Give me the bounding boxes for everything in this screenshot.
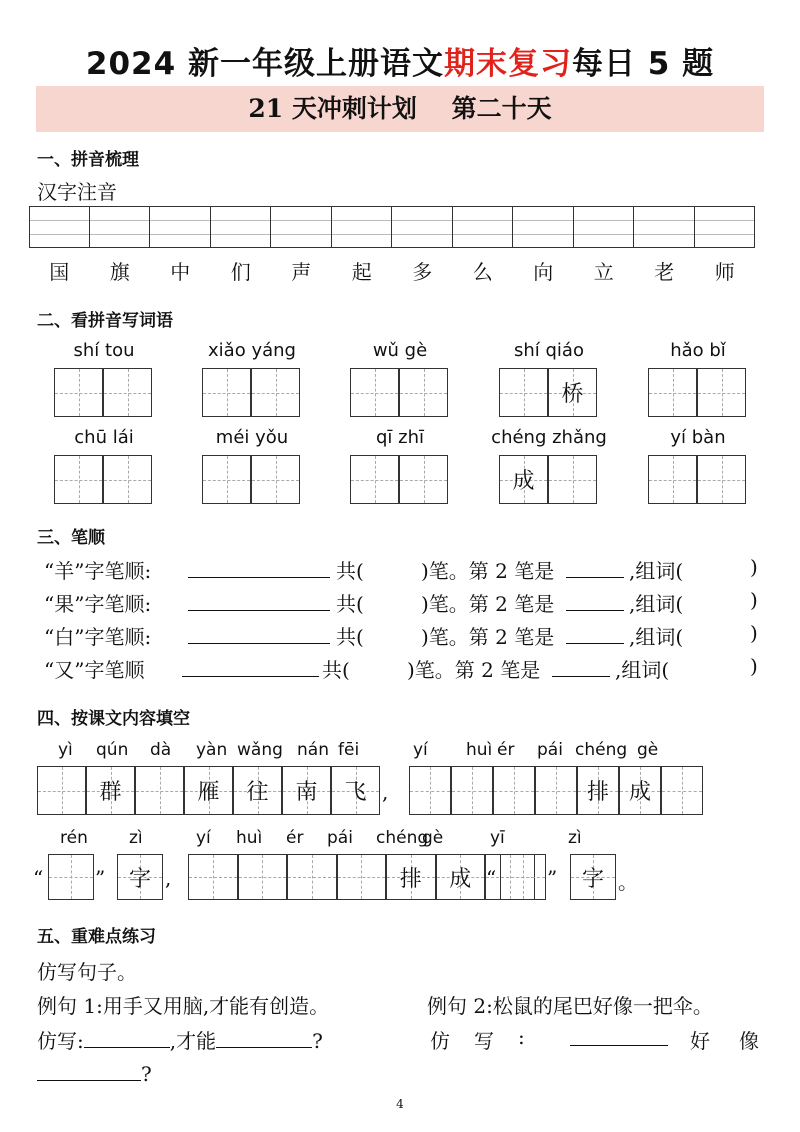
grid-cell[interactable] (135, 766, 184, 815)
line1-pinyin-3: dà (150, 740, 172, 760)
grid-cell[interactable] (251, 368, 300, 417)
grid-cell[interactable] (238, 854, 288, 900)
line2-pinyin-8: gè (422, 828, 444, 848)
stroke-text-c: )笔。第 2 笔是 (421, 625, 555, 649)
line1-pinyin-4: yàn (196, 740, 228, 760)
stroke-text-b: 共( (322, 658, 350, 682)
grid-cell[interactable] (619, 766, 661, 815)
pinyin-line (695, 220, 755, 221)
stroke-text-a: “羊”字笔顺: (44, 559, 152, 583)
line2-pinyin-2: zì (129, 828, 143, 848)
word-pinyin-10: yí bàn (670, 427, 726, 448)
grid-cell[interactable] (337, 854, 387, 900)
pinyin-box[interactable] (695, 206, 756, 248)
line2-grid-group[interactable] (188, 854, 488, 900)
cell-character (549, 456, 596, 503)
section-3-heading: 三、笔顺 (37, 528, 105, 548)
word-grid-5[interactable] (648, 368, 746, 417)
line1-pinyin-13: gè (637, 740, 659, 760)
character-6: 起 (351, 260, 372, 284)
stroke-text-b: 共( (336, 559, 364, 583)
imitation-line-3 (37, 1060, 152, 1086)
grid-cell[interactable] (331, 766, 380, 815)
cell-character (104, 369, 151, 416)
page-number: 4 (396, 1097, 404, 1111)
cell-character (400, 369, 447, 416)
imitation-label-2b: 写 (474, 1029, 494, 1053)
word-pinyin-6: chū lái (74, 427, 134, 448)
stroke-text-b: 共( (336, 625, 364, 649)
page-title: 2024 新一年级上册语文期末复习每日 5 题 (85, 46, 715, 82)
grid-cell[interactable] (103, 368, 152, 417)
word-grid-2[interactable] (202, 368, 300, 417)
grid-cell[interactable] (535, 766, 577, 815)
blank-3[interactable] (570, 1025, 668, 1046)
grid-cell[interactable] (202, 455, 251, 504)
stroke-row-2 (0, 588, 800, 616)
grid-cell[interactable] (251, 455, 300, 504)
line1-pinyin-2: qún (96, 740, 129, 760)
cell-character (288, 855, 336, 899)
blank-4[interactable] (37, 1060, 141, 1081)
stroke-order-blank[interactable] (188, 590, 330, 611)
word-grid-3[interactable] (350, 368, 448, 417)
grid-cell[interactable] (37, 766, 86, 815)
cell-character (239, 855, 287, 899)
cell-character: 飞 (344, 780, 367, 805)
grid-cell[interactable] (436, 854, 486, 900)
cell-character (189, 855, 237, 899)
blank-cell-2[interactable] (500, 854, 546, 900)
cell-character (49, 855, 93, 899)
pinyin-box[interactable] (634, 206, 695, 248)
grid-cell[interactable] (697, 455, 746, 504)
word-grid-6[interactable] (54, 455, 152, 504)
line2-pinyin-10: zì (568, 828, 582, 848)
cell-character (55, 369, 102, 416)
stroke-text-d: ,组词( (629, 625, 684, 649)
pinyin-line (150, 234, 210, 235)
grid-cell[interactable] (86, 766, 135, 815)
word-pinyin-7: méi yǒu (215, 427, 289, 448)
stroke-text-b: 共( (336, 592, 364, 616)
word-pinyin-2: xiǎo yáng (208, 340, 296, 361)
hao-text: 好 (690, 1029, 710, 1053)
cell-character (38, 767, 85, 814)
cell-character (649, 456, 696, 503)
grid-cell[interactable] (350, 455, 399, 504)
xiang-text: 像 (739, 1029, 759, 1053)
line2-pinyin-7: chéng (376, 828, 429, 848)
grid-cell[interactable] (499, 368, 548, 417)
line2-pinyin-9: yī (490, 828, 505, 848)
grid-cell[interactable] (648, 455, 697, 504)
word-pinyin-9: chéng zhǎng (491, 427, 607, 448)
grid-cell[interactable] (287, 854, 337, 900)
stroke-text-a: “果”字笔顺: (44, 592, 152, 616)
cell-character (649, 369, 696, 416)
grid-cell[interactable] (697, 368, 746, 417)
line1-pinyin-10: ér (497, 740, 515, 760)
second-stroke-blank[interactable] (566, 590, 624, 611)
grid-cell[interactable] (399, 368, 448, 417)
pinyin-writing-row[interactable] (29, 206, 755, 248)
grid-cell[interactable] (282, 766, 331, 815)
second-stroke-blank[interactable] (552, 656, 610, 677)
pinyin-line (332, 220, 392, 221)
imitation-line-1 (37, 1025, 323, 1054)
imitation-label: 仿写: (37, 1029, 84, 1053)
pinyin-box[interactable] (332, 206, 393, 248)
stroke-row-4 (0, 654, 800, 682)
pinyin-box[interactable] (574, 206, 635, 248)
cell-character (203, 369, 250, 416)
word-pinyin-3: wǔ gè (372, 340, 428, 361)
line1-pinyin-11: pái (537, 740, 563, 760)
pinyin-line (574, 234, 634, 235)
cell-character (136, 767, 183, 814)
cai-neng-text: ,才能 (169, 1029, 217, 1053)
line1-pinyin-6: nán (297, 740, 329, 760)
grid-cell[interactable] (202, 368, 251, 417)
pinyin-line (453, 234, 513, 235)
character-1: 国 (49, 260, 70, 284)
grid-cell[interactable] (399, 455, 448, 504)
cell-character (500, 369, 547, 416)
quote-close-2: ” (547, 866, 558, 890)
comma-1: , (382, 780, 389, 804)
line2-pinyin-5: ér (286, 828, 304, 848)
cell-character (410, 767, 450, 814)
stroke-text-e: ) (750, 654, 758, 678)
stroke-row-1 (0, 555, 800, 583)
cell-character (252, 456, 299, 503)
section-1-subheading: 汉字注音 (37, 180, 117, 204)
character-7: 多 (412, 260, 433, 284)
character-9: 向 (533, 260, 554, 284)
cell-character: 南 (295, 780, 318, 805)
cell-character (536, 767, 576, 814)
pinyin-box[interactable] (392, 206, 453, 248)
blank-1[interactable] (84, 1027, 170, 1048)
quote-open-2: “ (486, 866, 497, 890)
grid-cell[interactable] (451, 766, 493, 815)
grid-cell[interactable] (493, 766, 535, 815)
stroke-text-d: ,组词( (629, 592, 684, 616)
cell-character: 排 (399, 866, 422, 892)
pinyin-box[interactable] (29, 206, 90, 248)
pinyin-box[interactable] (211, 206, 272, 248)
pinyin-line (513, 234, 573, 235)
pinyin-line (634, 220, 694, 221)
pinyin-box[interactable] (150, 206, 211, 248)
pinyin-line (30, 220, 89, 221)
cell-character (662, 767, 702, 814)
stroke-order-blank[interactable] (182, 656, 319, 677)
pinyin-line (90, 234, 150, 235)
cell-character (501, 855, 545, 899)
blank-cell-1[interactable] (48, 854, 94, 900)
pinyin-line (211, 234, 271, 235)
character-4: 们 (230, 260, 251, 284)
section-5-subheading: 仿写句子。 (37, 960, 137, 984)
stroke-text-c: )笔。第 2 笔是 (407, 658, 541, 682)
pinyin-line (634, 234, 694, 235)
cell-character: 群 (99, 780, 122, 805)
grid-cell[interactable] (661, 766, 703, 815)
pinyin-line (211, 220, 271, 221)
grid-cell[interactable] (184, 766, 233, 815)
imitation-label-2a: 仿 (430, 1029, 450, 1053)
pinyin-line (513, 220, 573, 221)
section-1-heading: 一、拼音梳理 (37, 150, 139, 170)
cell-character (351, 456, 398, 503)
cell-character: 排 (586, 780, 609, 805)
pinyin-line (392, 220, 452, 221)
character-3: 中 (170, 260, 191, 284)
word-pinyin-1: shí tou (73, 340, 135, 361)
stroke-text-c: )笔。第 2 笔是 (421, 592, 555, 616)
cell-character: 往 (246, 780, 269, 805)
zi-cell-2[interactable] (570, 854, 616, 900)
stroke-order-blank[interactable] (188, 623, 330, 644)
character-5: 声 (291, 260, 312, 284)
word-grid-8[interactable] (350, 455, 448, 504)
pinyin-line (392, 234, 452, 235)
grid-cell[interactable] (409, 766, 451, 815)
stroke-text-e: ) (750, 555, 758, 579)
pinyin-box[interactable] (513, 206, 574, 248)
grid-cell[interactable] (548, 368, 597, 417)
line1-pinyin-5: wǎng (237, 740, 283, 760)
cell-character (338, 855, 386, 899)
grid-cell[interactable] (54, 455, 103, 504)
cell-character (698, 456, 745, 503)
pinyin-line (453, 220, 513, 221)
second-stroke-blank[interactable] (566, 557, 624, 578)
character-10: 立 (593, 260, 614, 284)
word-pinyin-5: hǎo bǐ (670, 340, 726, 361)
line2-pinyin-4: huì (236, 828, 263, 848)
cell-character (203, 456, 250, 503)
grid-cell[interactable] (54, 368, 103, 417)
cell-character: 桥 (561, 382, 584, 407)
second-stroke-blank[interactable] (566, 623, 624, 644)
stroke-text-a: “又”字笔顺 (44, 658, 145, 682)
question-mark-1: ? (312, 1029, 323, 1053)
pinyin-box[interactable] (90, 206, 151, 248)
cell-character (494, 767, 534, 814)
pinyin-line (574, 220, 634, 221)
grid-cell[interactable] (577, 766, 619, 815)
quote-open-1: “ (33, 866, 44, 890)
stroke-text-d: ,组词( (629, 559, 684, 583)
line1-pinyin-9: huì (466, 740, 493, 760)
pinyin-line (332, 234, 392, 235)
word-grid-4[interactable] (499, 368, 597, 417)
quote-close-1: ” (95, 866, 106, 890)
grid-cell[interactable] (548, 455, 597, 504)
stroke-text-a: “白”字笔顺: (44, 625, 152, 649)
period-mark: 。 (618, 870, 638, 894)
pinyin-line (271, 220, 331, 221)
line1-grid-group-1[interactable] (37, 766, 380, 815)
cell-character (55, 456, 102, 503)
word-pinyin-4: shí qiáo (514, 340, 584, 361)
pinyin-box[interactable] (271, 206, 332, 248)
cell-character: 成 (628, 780, 651, 805)
section-4-heading: 四、按课文内容填空 (37, 709, 190, 729)
word-pinyin-8: qī zhī (375, 427, 424, 448)
pinyin-line (150, 220, 210, 221)
grid-cell[interactable] (350, 368, 399, 417)
pinyin-line (271, 234, 331, 235)
section-5-heading: 五、重难点练习 (37, 927, 156, 947)
cell-character (400, 456, 447, 503)
zi-cell-1[interactable] (117, 854, 163, 900)
question-mark-2: ? (141, 1062, 152, 1086)
grid-cell[interactable] (188, 854, 238, 900)
character-11: 老 (654, 260, 675, 284)
title-highlight: 期末复习 (443, 46, 572, 82)
cell-character (452, 767, 492, 814)
grid-cell[interactable] (103, 455, 152, 504)
line1-grid-group-2[interactable] (409, 766, 703, 815)
line2-pinyin-3: yí (196, 828, 211, 848)
grid-cell[interactable] (499, 455, 548, 504)
cell-character: 成 (449, 866, 472, 892)
example-sentence-1: 例句 1:用手又用脑,才能有创造。 (37, 994, 330, 1018)
word-grid-9[interactable] (499, 455, 597, 504)
cell-character: 成 (512, 469, 535, 494)
plan-banner: 21 天冲刺计划 第二十天 (36, 86, 764, 132)
cell-character: 字 (581, 866, 604, 892)
character-12: 师 (714, 260, 735, 284)
imitation-label-2c: : (518, 1025, 525, 1049)
pinyin-line (90, 220, 150, 221)
grid-cell[interactable] (233, 766, 282, 815)
cell-character (698, 369, 745, 416)
line1-pinyin-7: fēi (338, 740, 360, 760)
stroke-row-3 (0, 621, 800, 649)
line1-pinyin-1: yì (58, 740, 73, 760)
cell-character (104, 456, 151, 503)
word-grid-10[interactable] (648, 455, 746, 504)
character-2: 旗 (109, 260, 130, 284)
example-sentence-2: 例句 2:松鼠的尾巴好像一把伞。 (427, 994, 713, 1018)
stroke-text-c: )笔。第 2 笔是 (421, 559, 555, 583)
character-8: 么 (472, 260, 493, 284)
line1-pinyin-12: chéng (575, 740, 628, 760)
comma-2: , (165, 866, 172, 890)
stroke-order-blank[interactable] (188, 557, 330, 578)
line2-pinyin-1: rén (60, 828, 88, 848)
grid-cell[interactable] (648, 368, 697, 417)
stroke-text-e: ) (750, 621, 758, 645)
word-grid-7[interactable] (202, 455, 300, 504)
cell-character (252, 369, 299, 416)
stroke-text-d: ,组词( (615, 658, 670, 682)
word-grid-1[interactable] (54, 368, 152, 417)
pinyin-box[interactable] (453, 206, 514, 248)
line1-pinyin-8: yí (413, 740, 428, 760)
stroke-text-e: ) (750, 588, 758, 612)
pinyin-line (30, 234, 89, 235)
cell-character: 字 (128, 866, 151, 892)
cell-character (351, 369, 398, 416)
line2-pinyin-6: pái (327, 828, 353, 848)
blank-2[interactable] (216, 1027, 312, 1048)
cell-character: 雁 (197, 780, 220, 805)
section-2-heading: 二、看拼音写词语 (37, 311, 173, 331)
grid-cell[interactable] (386, 854, 436, 900)
pinyin-line (695, 234, 755, 235)
